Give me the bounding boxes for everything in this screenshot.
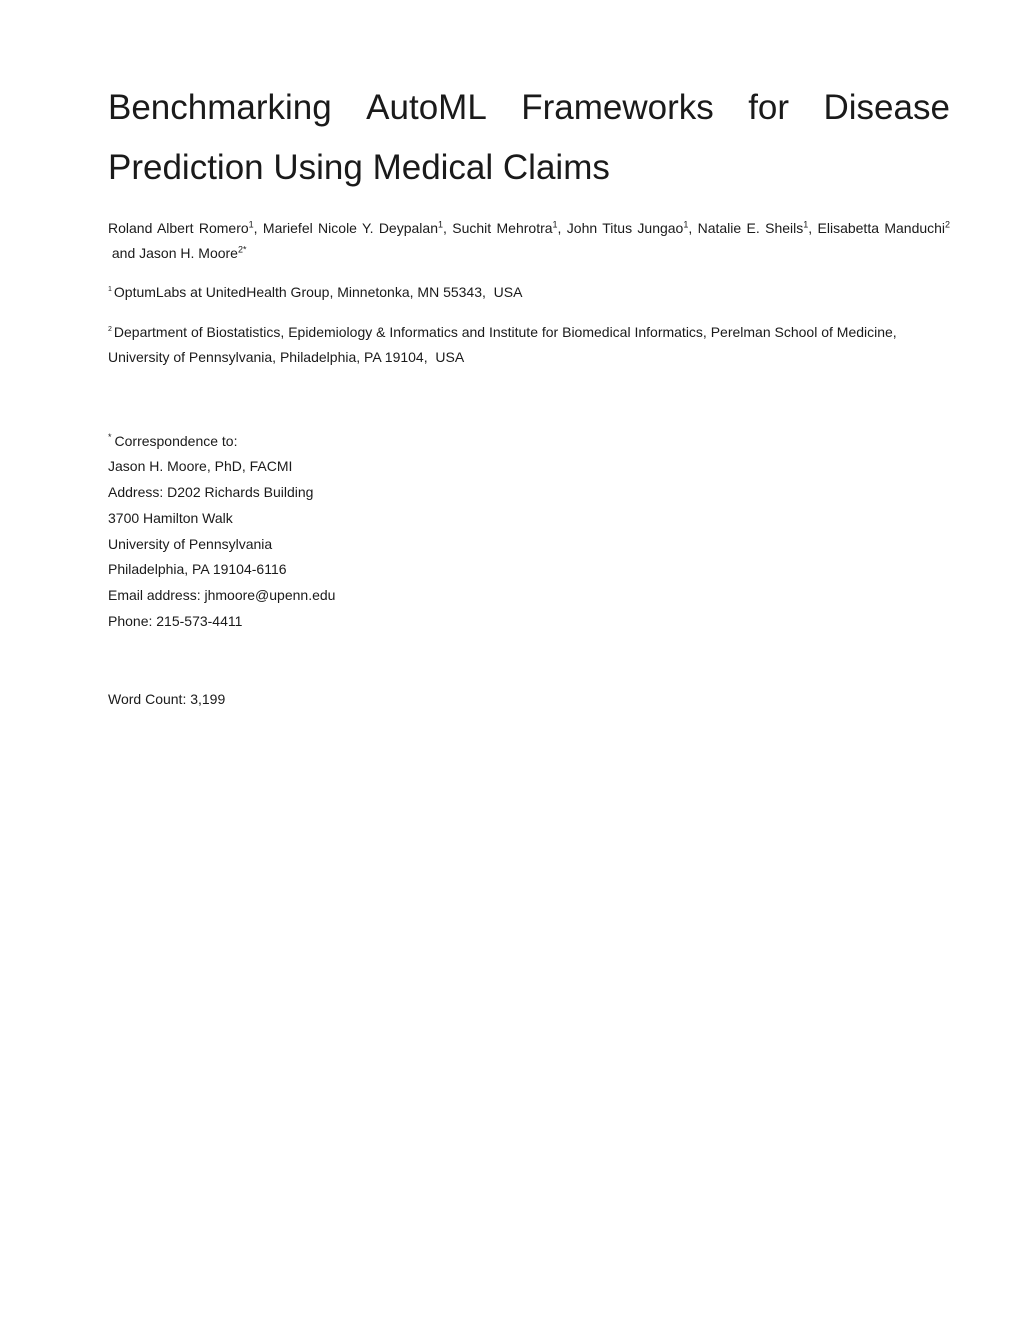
author-name: John Titus Jungao [566,220,684,236]
paper-title-page [108,78,950,712]
author-separator: , [808,220,818,236]
author-affiliation-mark: 1 [803,219,809,230]
correspondence-mark: * [108,431,112,442]
correspondence-block [108,429,950,635]
author-list [108,216,950,266]
author-affiliation-mark: 2* [237,244,247,255]
author-name: Jason H. Moore [139,245,238,261]
author-separator: , [253,220,263,236]
title-word: Frameworks [521,88,714,127]
author-separator: and [108,245,140,261]
author-affiliation-mark: 1 [248,219,254,230]
title-word: Disease [823,88,950,127]
correspondence-phone: Phone: 215-573-4411 [108,613,243,630]
correspondence-name: Jason H. Moore, PhD, FACMI [108,458,293,475]
correspondence-city: Philadelphia, PA 19104-6116 [108,561,287,578]
affiliation-text: Department of Biostatistics, Epidemiology & Informatics and Institute for Biomedical Informatics, Perelman School of Medicine, University of Pennsylvania, Philadelphia, PA 19104, USA [108,323,901,365]
affiliation-2 [108,320,950,371]
correspondence-heading [108,429,950,455]
affiliation-text: OptumLabs at UnitedHealth Group, Minnetonka, MN 55343, USA [113,284,523,300]
author-separator: , [443,220,453,236]
title-word: Benchmarking [108,88,332,127]
affiliation-mark: 2 [108,325,112,333]
affiliation-mark: 1 [108,286,112,294]
author-name: Elisabetta Manduchi [817,220,946,236]
author-affiliation-mark: 2 [945,219,951,230]
author-separator: , [688,220,698,236]
title-line-2: Prediction Using Medical Claims [108,148,610,187]
correspondence-heading-text: Correspondence to: [114,432,238,449]
author-affiliation-mark: 1 [552,219,558,230]
author-affiliation-mark: 1 [683,219,689,230]
title-word: AutoML [366,88,487,127]
word-count: Word Count: 3,199 [108,690,226,707]
author-name: Suchit Mehrotra [452,220,553,236]
author-affiliation-mark: 1 [437,219,443,230]
correspondence-street: 3700 Hamilton Walk [108,509,233,526]
correspondence-email: Email address: jhmoore@upenn.edu [108,587,336,604]
author-separator: , [557,220,567,236]
paper-title [108,78,950,198]
author-name: Natalie E. Sheils [697,220,804,236]
title-line-1 [108,78,950,138]
author-name: Mariefel Nicole Y. Deypalan [262,220,438,236]
correspondence-university: University of Pennsylvania [108,535,273,552]
correspondence-address: Address: D202 Richards Building [108,484,314,501]
title-word: for [748,88,790,127]
author-name: Roland Albert Romero [108,220,249,236]
affiliation-1 [108,280,950,306]
